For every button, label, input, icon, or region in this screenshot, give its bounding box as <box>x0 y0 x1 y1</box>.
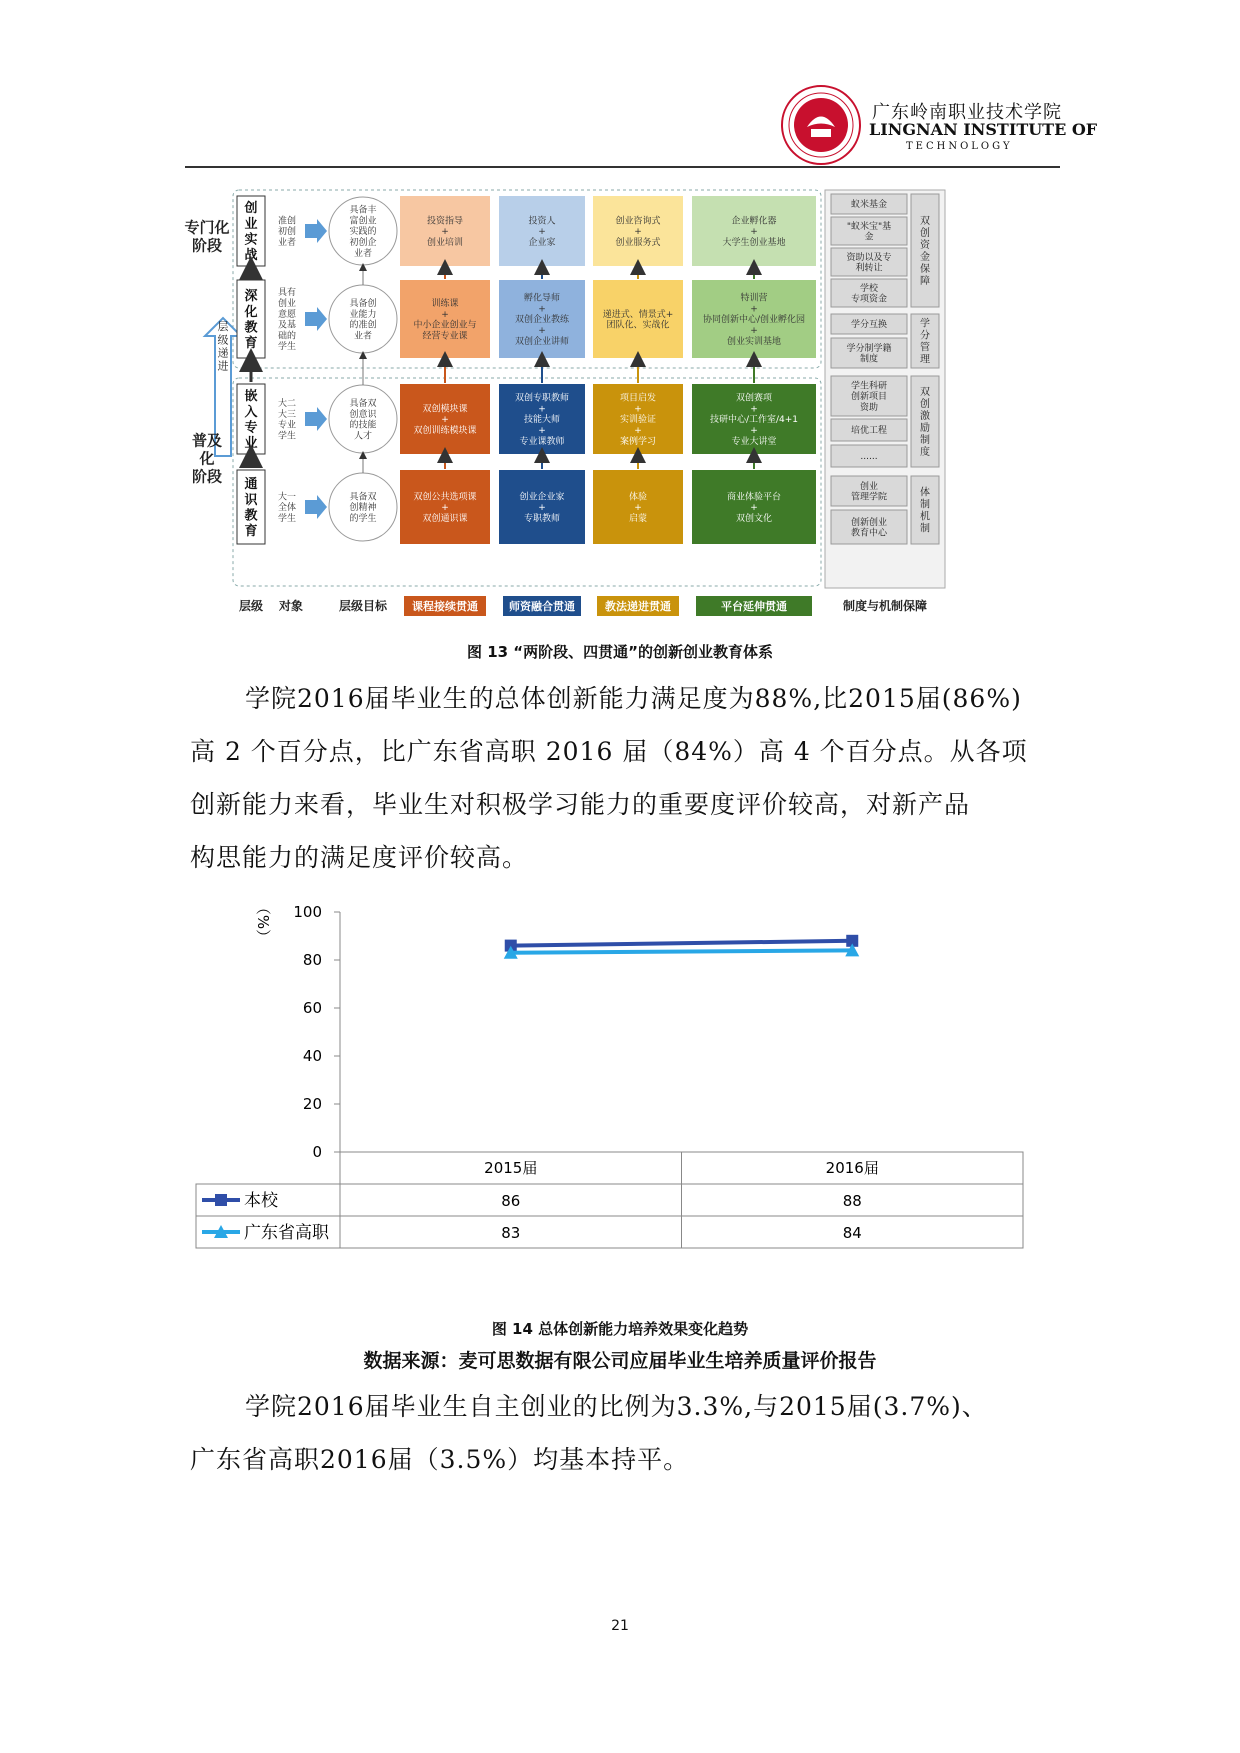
bottom-label-goal: 层级目标 <box>338 599 388 614</box>
paragraph-2 <box>190 1380 1070 1486</box>
goal-label: 具备双创意识的技能人才 <box>349 398 377 442</box>
system-box-text: 企业孵化器+大学生创业基地 <box>722 216 786 248</box>
series-line-0 <box>511 941 853 946</box>
header-rule <box>185 166 1060 168</box>
system-box-text: 创业企业家+专职教师 <box>519 492 565 524</box>
system-item-label: 资助以及专利转让 <box>846 252 892 274</box>
figure-13-caption: 图 13 “两阶段、四贯通”的创新创业教育体系 <box>466 643 774 661</box>
y-axis-label: （%） <box>254 899 272 945</box>
org-name-cn: 广东岭南职业技术学院 <box>872 102 1062 123</box>
figure-14-chart <box>218 900 1038 1290</box>
system-group-label: 学分管理 <box>920 318 930 366</box>
system-item-label: 学分互换 <box>850 320 888 331</box>
system-box-text: 商业体验平台+双创文化 <box>726 492 782 524</box>
page-number: 21 <box>611 1618 629 1634</box>
paragraph-1 <box>190 672 1070 884</box>
stage-label-popularized: 普及化阶段 <box>191 431 223 486</box>
right-arrow-icon <box>305 307 327 331</box>
system-group-label: 双创资金保障 <box>920 216 930 287</box>
system-item-label: 学分制学籍制度 <box>846 343 892 365</box>
system-item-label: 创新创业教育中心 <box>850 517 888 539</box>
paragraph-2-line: 学院2016届毕业生自主创业的比例为3.3%,与2015届(3.7%)、 <box>245 1392 988 1421</box>
system-box-text: 特训营+协同创新中心/创业孵化园+创业实训基地 <box>702 293 806 347</box>
level-label: 创业实战 <box>244 201 258 263</box>
figure-14-caption: 图 14 总体创新能力培养效果变化趋势 <box>491 1320 749 1338</box>
target-label: 大一全体学生 <box>277 492 297 524</box>
system-item-label: 学校专项资金 <box>850 283 888 305</box>
y-tick-label: 100 <box>293 903 322 921</box>
y-tick-label: 80 <box>302 951 322 969</box>
right-arrow-icon <box>305 407 327 431</box>
figure-13-diagram <box>184 186 1075 634</box>
system-group-label: 双创激励制度 <box>920 387 930 458</box>
x-category-label: 2015届 <box>484 1159 538 1177</box>
y-tick-label: 40 <box>302 1047 322 1065</box>
system-item-label: 学生科研创新项目资助 <box>850 381 888 413</box>
system-box-text: 训练课+中小企业创业与经营专业课 <box>413 298 477 342</box>
system-box-text: 孵化导师+双创企业教练+双创企业讲师 <box>514 293 570 347</box>
data-table-value: 83 <box>501 1224 521 1242</box>
system-item-label: ...... <box>860 452 878 463</box>
paragraph-1-line: 创新能力来看，毕业生对积极学习能力的重要度评价较高，对新产品 <box>190 790 971 819</box>
goal-label: 具备创业能力的准创业者 <box>349 298 377 342</box>
level-label: 嵌入专业 <box>244 389 258 451</box>
system-item-label: 创业管理学院 <box>850 481 888 503</box>
system-item-label: 培优工程 <box>850 426 888 437</box>
system-item-label: "蚁米宝"基金 <box>846 221 892 243</box>
system-box-text: 双创赛项+技研中心/工作室/4+1 +专业大讲堂 <box>709 393 799 447</box>
legend-label: 广东省高职 <box>244 1223 329 1243</box>
pathway-label: 平台延伸贯通 <box>721 599 787 613</box>
paragraph-1-line: 高 2 个百分点，比广东省高职 2016 届（84%）高 4 个百分点。从各项 <box>190 737 1028 766</box>
pathway-label: 课程接续贯通 <box>412 599 478 613</box>
goal-label: 具备丰富创业实践的初创企业者 <box>349 205 377 259</box>
target-label: 准创初创业者 <box>277 216 297 248</box>
goal-label: 具备双创精神的学生 <box>349 492 377 524</box>
system-box-text: 体验+启蒙 <box>628 492 648 524</box>
right-arrow-icon <box>305 495 327 519</box>
bottom-label-level: 层级 <box>238 599 264 614</box>
paragraph-1-line: 学院2016届毕业生的总体创新能力满足度为88%,比2015届(86%) <box>245 684 1022 713</box>
data-table-value: 86 <box>501 1192 521 1210</box>
data-table-value: 88 <box>842 1192 862 1210</box>
y-tick-label: 60 <box>302 999 322 1017</box>
paragraph-1-line: 构思能力的满足度评价较高。 <box>190 843 529 872</box>
target-label: 具有创业意愿及基础的学生 <box>277 288 297 353</box>
progress-label: 层级递进 <box>217 320 229 373</box>
system-box-text: 创业咨询式+创业服务式 <box>615 216 661 248</box>
right-arrow-icon <box>305 219 327 243</box>
level-label: 深化教育 <box>244 289 258 351</box>
legend-marker <box>215 1194 227 1206</box>
level-label: 通识教育 <box>244 477 258 539</box>
org-name-en: LINGNAN INSTITUTE OF <box>869 120 1098 139</box>
system-group-label: 体制机制 <box>920 487 930 535</box>
system-item-label: 蚁米基金 <box>850 200 888 211</box>
data-source: 数据来源：麦可思数据有限公司应届毕业生培养质量评价报告 <box>363 1350 877 1372</box>
system-box-text: 双创公共选项课+双创通识课 <box>413 492 477 524</box>
org-name-en-2: TECHNOLOGY <box>906 141 1013 152</box>
data-table-value: 84 <box>842 1224 862 1242</box>
bottom-label-system: 制度与机制保障 <box>842 599 928 614</box>
target-label: 大二大三专业学生 <box>277 398 297 442</box>
system-box-text: 项目启发+实训验证+案例学习 <box>619 393 657 447</box>
system-box-text: 双创专职教师+技能大师+专业课教师 <box>514 393 570 447</box>
pathway-label: 师资融合贯通 <box>509 599 575 613</box>
y-tick-label: 0 <box>312 1143 322 1161</box>
system-box-text: 双创模块课+双创训练模块课 <box>413 404 477 436</box>
x-category-label: 2016届 <box>825 1159 879 1177</box>
system-box-text: 投资指导+创业培训 <box>426 216 464 248</box>
pathway-label: 教法递进贯通 <box>605 599 671 613</box>
paragraph-2-line: 广东省高职2016届（3.5%）均基本持平。 <box>190 1445 690 1474</box>
series-line-1 <box>511 950 853 952</box>
bottom-label-target: 对象 <box>278 599 304 614</box>
system-box-text: 递进式、情景式+团队化、实战化 <box>602 309 674 331</box>
college-logo <box>780 84 862 166</box>
y-tick-label: 20 <box>302 1095 322 1113</box>
stage-label-specialized: 专门化阶段 <box>184 218 230 255</box>
system-box-text: 投资人+企业家 <box>528 216 556 248</box>
legend-label: 本校 <box>244 1191 278 1211</box>
